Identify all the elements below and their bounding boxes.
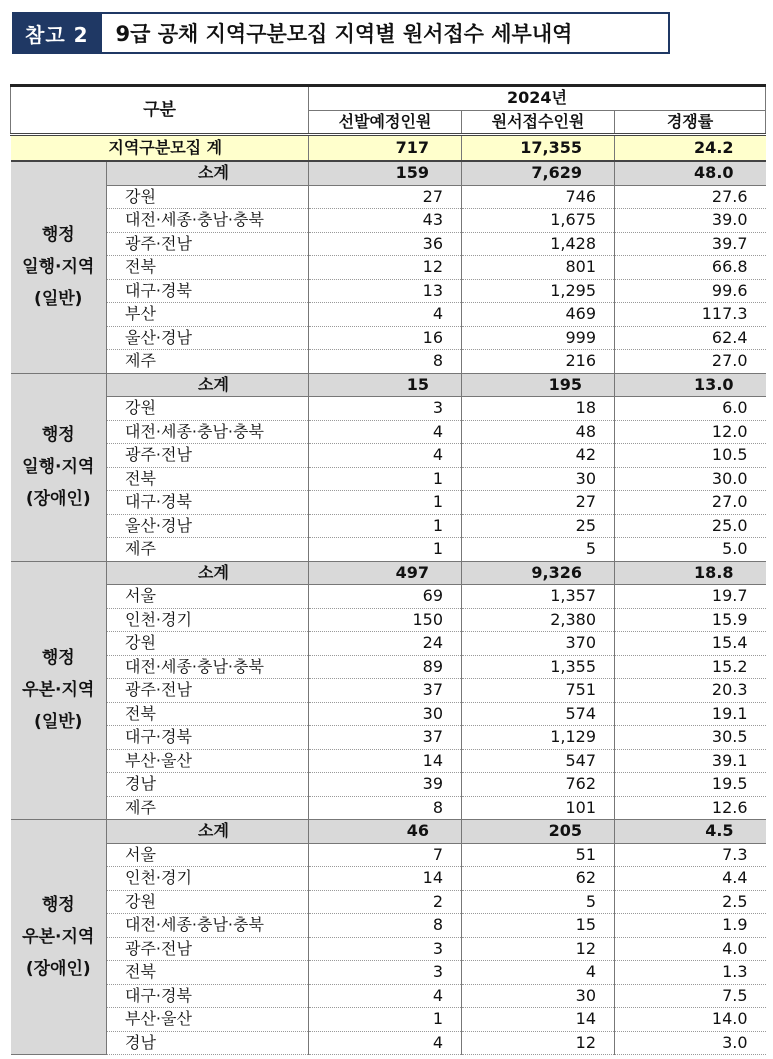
ratio-cell: 30.5 — [615, 726, 766, 750]
table-row — [11, 890, 766, 914]
header-category: 구분 — [11, 86, 309, 135]
group-label-line: 일행·지역 — [22, 257, 95, 278]
selected-cell: 89 — [309, 655, 462, 679]
selected-cell: 1 — [309, 491, 462, 515]
ratio-cell: 3.0 — [615, 1031, 766, 1055]
total-selected: 717 — [309, 135, 462, 162]
group-label — [11, 161, 107, 373]
table-row — [11, 232, 766, 256]
ratio-cell: 6.0 — [615, 397, 766, 421]
selected-cell: 1 — [309, 467, 462, 491]
group-label-line: 행정 — [41, 225, 75, 246]
table-row — [11, 397, 766, 421]
selected-cell: 69 — [309, 585, 462, 609]
applied-cell: 1,428 — [462, 232, 615, 256]
table-row — [11, 796, 766, 820]
ratio-cell: 27.0 — [615, 350, 766, 374]
region-cell: 부산 — [107, 303, 309, 327]
region-cell: 제주 — [107, 538, 309, 562]
selected-cell: 3 — [309, 937, 462, 961]
region-cell: 광주·전남 — [107, 679, 309, 703]
ratio-cell: 99.6 — [615, 279, 766, 303]
region-cell: 인천·경기 — [107, 867, 309, 891]
ratio-cell: 1.3 — [615, 961, 766, 985]
ratio-cell: 62.4 — [615, 326, 766, 350]
selected-cell: 39 — [309, 773, 462, 797]
subtotal-ratio: 13.0 — [615, 373, 766, 397]
subtotal-row — [11, 561, 766, 585]
table-row — [11, 538, 766, 562]
table-row — [11, 185, 766, 209]
applied-cell: 101 — [462, 796, 615, 820]
region-cell: 강원 — [107, 890, 309, 914]
region-cell: 대구·경북 — [107, 279, 309, 303]
ratio-cell: 5.0 — [615, 538, 766, 562]
ratio-cell: 39.1 — [615, 749, 766, 773]
selected-cell: 4 — [309, 444, 462, 468]
selected-cell: 8 — [309, 350, 462, 374]
ratio-cell: 27.0 — [615, 491, 766, 515]
applied-cell: 216 — [462, 350, 615, 374]
selected-cell: 37 — [309, 726, 462, 750]
ratio-cell: 19.7 — [615, 585, 766, 609]
applied-cell: 12 — [462, 1031, 615, 1055]
table-row — [11, 843, 766, 867]
selected-cell: 2 — [309, 890, 462, 914]
applied-cell: 1,295 — [462, 279, 615, 303]
region-cell: 전북 — [107, 256, 309, 280]
region-cell: 부산·울산 — [107, 749, 309, 773]
selected-cell: 8 — [309, 796, 462, 820]
table-row — [11, 420, 766, 444]
table-row — [11, 914, 766, 938]
applied-cell: 14 — [462, 1008, 615, 1032]
table-row — [11, 655, 766, 679]
applied-cell: 5 — [462, 538, 615, 562]
applied-cell: 746 — [462, 185, 615, 209]
total-label: 지역구분모집 계 — [11, 135, 309, 162]
subtotal-ratio: 4.5 — [615, 820, 766, 844]
selected-cell: 16 — [309, 326, 462, 350]
ratio-cell: 20.3 — [615, 679, 766, 703]
applied-cell: 12 — [462, 937, 615, 961]
applied-cell: 1,129 — [462, 726, 615, 750]
subtotal-row — [11, 161, 766, 185]
group-label — [11, 561, 107, 820]
selected-cell: 1 — [309, 1008, 462, 1032]
region-cell: 대전·세종·충남·충북 — [107, 209, 309, 233]
subtotal-row — [11, 820, 766, 844]
applied-cell: 18 — [462, 397, 615, 421]
ratio-cell: 2.5 — [615, 890, 766, 914]
applied-cell: 2,380 — [462, 608, 615, 632]
ratio-cell: 25.0 — [615, 514, 766, 538]
ratio-cell: 30.0 — [615, 467, 766, 491]
group-label — [11, 373, 107, 561]
ratio-cell: 12.6 — [615, 796, 766, 820]
applied-cell: 51 — [462, 843, 615, 867]
region-cell: 대구·경북 — [107, 491, 309, 515]
region-cell: 제주 — [107, 350, 309, 374]
applied-cell: 62 — [462, 867, 615, 891]
applied-cell: 25 — [462, 514, 615, 538]
table-row — [11, 326, 766, 350]
table-row — [11, 585, 766, 609]
table-row — [11, 749, 766, 773]
application-statistics-table — [10, 84, 766, 1055]
region-cell: 강원 — [107, 632, 309, 656]
region-cell: 대전·세종·충남·충북 — [107, 420, 309, 444]
selected-cell: 1 — [309, 514, 462, 538]
selected-cell: 8 — [309, 914, 462, 938]
subtotal-applied: 7,629 — [462, 161, 615, 185]
applied-cell: 751 — [462, 679, 615, 703]
header-ratio: 경쟁률 — [615, 110, 766, 135]
selected-cell: 4 — [309, 1031, 462, 1055]
subtotal-ratio: 48.0 — [615, 161, 766, 185]
subtotal-selected: 497 — [309, 561, 462, 585]
selected-cell: 3 — [309, 397, 462, 421]
selected-cell: 7 — [309, 843, 462, 867]
ratio-cell: 15.9 — [615, 608, 766, 632]
region-cell: 대전·세종·충남·충북 — [107, 655, 309, 679]
subtotal-selected: 46 — [309, 820, 462, 844]
region-cell: 광주·전남 — [107, 937, 309, 961]
table-row — [11, 256, 766, 280]
selected-cell: 14 — [309, 749, 462, 773]
applied-cell: 30 — [462, 467, 615, 491]
group-label-line: 행정 — [41, 895, 75, 915]
ratio-cell: 19.1 — [615, 702, 766, 726]
applied-cell: 5 — [462, 890, 615, 914]
table-row — [11, 467, 766, 491]
ratio-cell: 15.4 — [615, 632, 766, 656]
group-label-line: 우본·지역 — [22, 680, 95, 701]
region-cell: 대구·경북 — [107, 984, 309, 1008]
ratio-cell: 27.6 — [615, 185, 766, 209]
total-row — [11, 135, 766, 162]
selected-cell: 150 — [309, 608, 462, 632]
subtotal-label: 소계 — [107, 820, 309, 844]
region-cell: 제주 — [107, 796, 309, 820]
group-label-line: (일반) — [34, 289, 83, 310]
ratio-cell: 15.2 — [615, 655, 766, 679]
region-cell: 전북 — [107, 467, 309, 491]
ratio-cell: 66.8 — [615, 256, 766, 280]
table-row — [11, 726, 766, 750]
subtotal-ratio: 18.8 — [615, 561, 766, 585]
selected-cell: 14 — [309, 867, 462, 891]
header-selected: 선발예정인원 — [309, 110, 462, 135]
region-cell: 경남 — [107, 1031, 309, 1055]
ratio-cell: 39.0 — [615, 209, 766, 233]
selected-cell: 30 — [309, 702, 462, 726]
region-cell: 전북 — [107, 702, 309, 726]
ratio-cell: 117.3 — [615, 303, 766, 327]
region-cell: 울산·경남 — [107, 326, 309, 350]
table-row — [11, 514, 766, 538]
reference-badge: 참고 2 — [12, 12, 102, 54]
table-row — [11, 961, 766, 985]
subtotal-label: 소계 — [107, 373, 309, 397]
table-body — [11, 135, 766, 1055]
selected-cell: 4 — [309, 303, 462, 327]
subtotal-row — [11, 373, 766, 397]
group-label-line: 우본·지역 — [22, 927, 95, 947]
header-year: 2024년 — [309, 86, 766, 111]
table-row — [11, 491, 766, 515]
applied-cell: 15 — [462, 914, 615, 938]
page-title-bar — [12, 12, 670, 54]
group-label — [11, 820, 107, 1055]
ratio-cell: 19.5 — [615, 773, 766, 797]
applied-cell: 999 — [462, 326, 615, 350]
applied-cell: 30 — [462, 984, 615, 1008]
applied-cell: 27 — [462, 491, 615, 515]
selected-cell: 4 — [309, 420, 462, 444]
ratio-cell: 1.9 — [615, 914, 766, 938]
ratio-cell: 7.5 — [615, 984, 766, 1008]
ratio-cell: 39.7 — [615, 232, 766, 256]
region-cell: 대구·경북 — [107, 726, 309, 750]
subtotal-selected: 15 — [309, 373, 462, 397]
subtotal-label: 소계 — [107, 561, 309, 585]
subtotal-label: 소계 — [107, 161, 309, 185]
applied-cell: 48 — [462, 420, 615, 444]
selected-cell: 37 — [309, 679, 462, 703]
selected-cell: 3 — [309, 961, 462, 985]
table-row — [11, 1031, 766, 1055]
region-cell: 경남 — [107, 773, 309, 797]
group-label-line: 행정 — [41, 425, 75, 445]
table-row — [11, 608, 766, 632]
region-cell: 대전·세종·충남·충북 — [107, 914, 309, 938]
statistics-table-container — [10, 84, 765, 1055]
table-row — [11, 937, 766, 961]
region-cell: 강원 — [107, 185, 309, 209]
table-row — [11, 209, 766, 233]
applied-cell: 574 — [462, 702, 615, 726]
header-applied: 원서접수인원 — [462, 110, 615, 135]
selected-cell: 27 — [309, 185, 462, 209]
applied-cell: 547 — [462, 749, 615, 773]
applied-cell: 1,675 — [462, 209, 615, 233]
total-applied: 17,355 — [462, 135, 615, 162]
group-label-line: 행정 — [41, 648, 75, 669]
group-label-line: (일반) — [34, 712, 83, 733]
total-ratio: 24.2 — [615, 135, 766, 162]
selected-cell: 13 — [309, 279, 462, 303]
selected-cell: 24 — [309, 632, 462, 656]
selected-cell: 1 — [309, 538, 462, 562]
ratio-cell: 7.3 — [615, 843, 766, 867]
applied-cell: 1,355 — [462, 655, 615, 679]
region-cell: 서울 — [107, 585, 309, 609]
region-cell: 울산·경남 — [107, 514, 309, 538]
ratio-cell: 4.4 — [615, 867, 766, 891]
table-row — [11, 679, 766, 703]
selected-cell: 36 — [309, 232, 462, 256]
ratio-cell: 14.0 — [615, 1008, 766, 1032]
group-label-line: (장애인) — [25, 959, 91, 979]
table-row — [11, 984, 766, 1008]
subtotal-applied: 205 — [462, 820, 615, 844]
applied-cell: 4 — [462, 961, 615, 985]
region-cell: 부산·울산 — [107, 1008, 309, 1032]
table-row — [11, 773, 766, 797]
region-cell: 광주·전남 — [107, 232, 309, 256]
table-header — [11, 86, 766, 135]
applied-cell: 370 — [462, 632, 615, 656]
applied-cell: 469 — [462, 303, 615, 327]
selected-cell: 43 — [309, 209, 462, 233]
region-cell: 서울 — [107, 843, 309, 867]
table-row — [11, 1008, 766, 1032]
region-cell: 광주·전남 — [107, 444, 309, 468]
selected-cell: 4 — [309, 984, 462, 1008]
table-row — [11, 303, 766, 327]
region-cell: 강원 — [107, 397, 309, 421]
ratio-cell: 12.0 — [615, 420, 766, 444]
page-title: 9급 공채 지역구분모집 지역별 원서접수 세부내역 — [102, 12, 670, 54]
table-row — [11, 632, 766, 656]
subtotal-applied: 195 — [462, 373, 615, 397]
group-label-line: (장애인) — [25, 489, 91, 509]
region-cell: 전북 — [107, 961, 309, 985]
table-row — [11, 867, 766, 891]
subtotal-applied: 9,326 — [462, 561, 615, 585]
region-cell: 인천·경기 — [107, 608, 309, 632]
group-label-line: 일행·지역 — [22, 457, 95, 477]
applied-cell: 1,357 — [462, 585, 615, 609]
table-row — [11, 279, 766, 303]
applied-cell: 42 — [462, 444, 615, 468]
applied-cell: 762 — [462, 773, 615, 797]
ratio-cell: 4.0 — [615, 937, 766, 961]
applied-cell: 801 — [462, 256, 615, 280]
subtotal-selected: 159 — [309, 161, 462, 185]
table-row — [11, 444, 766, 468]
table-row — [11, 702, 766, 726]
selected-cell: 12 — [309, 256, 462, 280]
table-row — [11, 350, 766, 374]
ratio-cell: 10.5 — [615, 444, 766, 468]
